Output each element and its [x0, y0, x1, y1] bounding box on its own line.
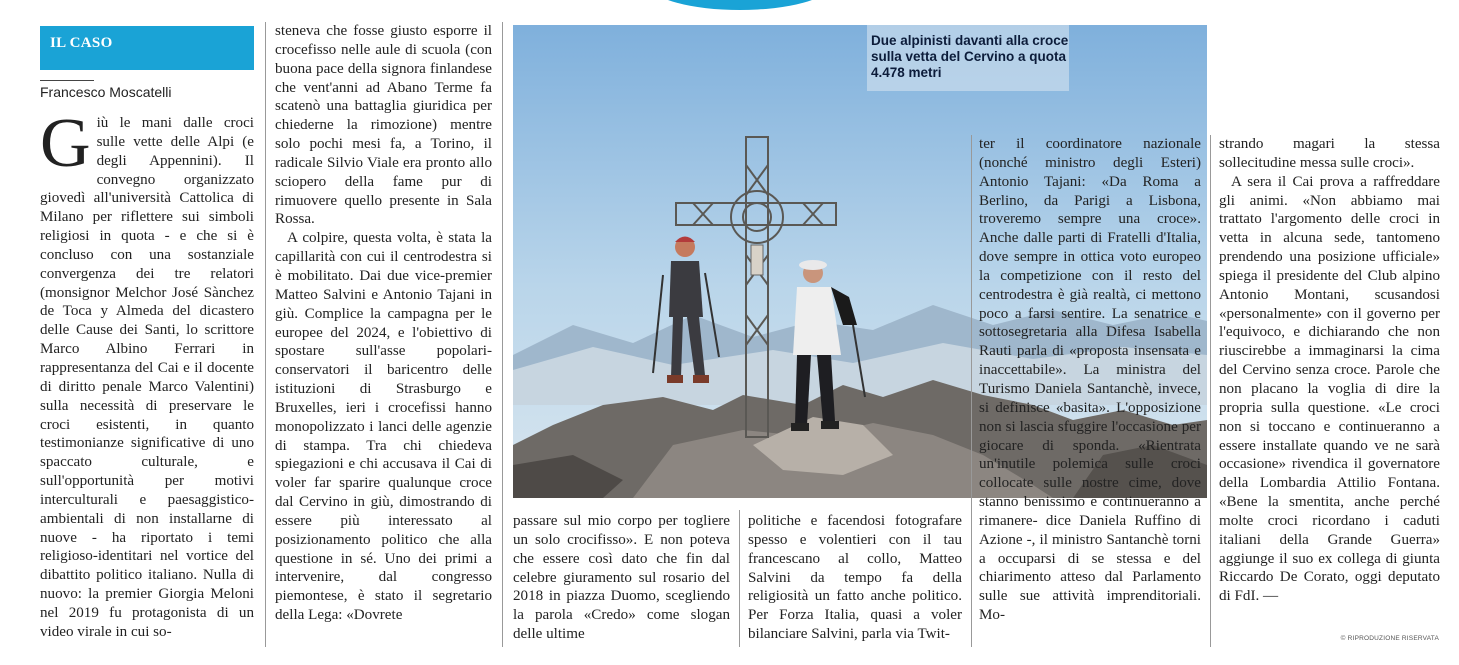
article-column-6: [1219, 135, 1440, 630]
section-kicker: IL CASO: [40, 26, 254, 70]
column-divider: [1210, 135, 1211, 647]
column-divider: [265, 22, 266, 647]
article-column-5: [979, 135, 1201, 646]
article-paragraph: politiche e facendosi fotografare spesso e volentieri con il tau francescano al collo, Matteo Salvini da tempo fa della religiosità un fatto anche politico. Per Forza Italia, quasi a voler bilanciare Salvini, parla via Twit-: [748, 513, 962, 643]
column-divider: [739, 510, 740, 647]
article-paragraph: steneva che fosse giusto esporre il crocefisso nelle aule di scuola (con buona pace della signora finlandese che vent'anni ad Abano Terme fa scatenò una battaglia giuridica per chiederne la rimozione) mentre solo pochi mesi fa, a Torino, il radicale Silvio Viale era pronto allo sciopero della fame pur di rimuovere quello presente in Sala Rossa.: [275, 23, 492, 228]
article-column-2: [275, 22, 492, 644]
article-paragraph: A sera il Cai prova a raffreddare gli animi. «Non abbiamo mai trattato l'argomento delle croci in vetta in alcuna sede, tantomeno prendendo una posizione ufficiale» spiega il presidente del Club alpino Antonio Montani, scusandosi «personalmente» con il governo per l'equivoco, e dichiarando che non riuscirebbe a immaginarsi la cima del Cervino senza croce. Parole che non placano la voglia di dire la propria sulla questione. «Le croci non si toccano e continueranno a essere installate quando ve ne sarà occasione» rivendica il governatore della Lombardia Attilio Fontana. «Bene la smentita, anche perché molte croci ricordano i caduti italiani della Grande Guerra» aggiunge il suo ex collega di giunta Riccardo De Corato, oggi deputato di FdI. —: [1219, 173, 1440, 605]
byline: Francesco Moscatelli: [40, 84, 172, 100]
copyright-notice: © RIPRODUZIONE RISERVATA: [1340, 635, 1439, 642]
drop-cap: G: [40, 114, 91, 182]
article-paragraph: Giù le mani dalle croci sulle vette delle Alpi (e degli Appennini). Il convegno organizzato giovedì all'università Cattolica di Milano per riflettere sui simboli religiosi in quota - e che si è concluso con una sostanziale convergenza dei tre relatori (monsignor Melchor José Sànchez de Toca y Almeda del dicastero delle Cause dei Santi, lo scrittore Marco Albino Ferrari in rappresentanza del Cai e il docente di diritto penale Marco Valentini) sulla necessità di preservare le croci esistenti, in quanto testimonianze significative di uno spaccato culturale, e sull'opportunità per motivi interculturali e paesaggistico-ambientali di non installarne di nuove - ha riportato i temi religioso-identitari nel vortice del dibattito politico italiano. Nulla di nuovo: la premier Giorgia Meloni nel 2019 fu protagonista di un video virale in cui so-: [40, 114, 254, 640]
article-column-1: [40, 114, 254, 646]
article-paragraph: passare sul mio corpo per togliere un solo crocifisso». E non poteva che essere così dato che fin dal celebre giuramento sul rosario del 2018 in piazza Duomo, scegliendo la parola «Credo» come slogan delle ultime: [513, 513, 730, 643]
header-decoration: [650, 0, 830, 10]
column-divider: [971, 135, 972, 647]
article-column-4: [748, 512, 962, 646]
article-paragraph: A colpire, questa volta, è stata la capillarità con cui il centrodestra si è mobilitato. Dai due vice-premier Matteo Salvini e Antonio Tajani in giù. Complice la campagna per le europee del 2024, e l'obiettivo di spostare sull'asse popolari-conservatori il baricentro delle istituzioni di Strasburgo e Bruxelles, ieri i crocefissi hanno monopolizzato i lanci delle agenzie di stampa. Tra chi chiedeva spiegazioni e chi accusava il Cai di voler far sparire qualunque croce dal Cervino in giù, dimostrando di essere più interessato al posizionamento politico che alla questione in sé. Uno dei primi a intervenire, dal congresso piemontese, è stato il segretario della Lega: «Dovrete: [275, 230, 492, 624]
article-column-3: [513, 512, 730, 646]
column-divider: [502, 22, 503, 647]
photo-caption: Due alpinisti davanti alla croce sulla vetta del Cervino a quota 4.478 metri: [871, 33, 1069, 80]
byline-rule: [40, 80, 94, 81]
article-paragraph: ter il coordinatore nazionale (nonché ministro degli Esteri) Antonio Tajani: «Da Roma a Berlino, da Parigi a Lisbona, troveremo sempre una croce». Anche dalle parti di Fratelli d'Italia, dove sempre in ottica voto europeo la competizione con il resto del centrodestra è già realtà, ci mettono poco a farsi sentire. La senatrice e sottosegretaria alla Difesa Isabella Rauti parla di «proposta insensata e inaccettabile». La ministra del Turismo Daniela Santanchè, invece, si definisce «basita». L'opposizione non si lascia sfuggire l'occasione per giocare di sponda. «Rientrata un'inutile polemica sulle croci collocate sulle nostre cime, dove stanno benissimo e continueranno a rimanere- dice Daniela Ruffino di Azione -, il ministro Santanchè torni a occuparsi di se stessa e del chiarimento atteso dal Parlamento sulle sue attività imprenditoriali. Mo-: [979, 136, 1201, 624]
article-paragraph: strando magari la stessa sollecitudine messa sulle croci».: [1219, 136, 1440, 171]
